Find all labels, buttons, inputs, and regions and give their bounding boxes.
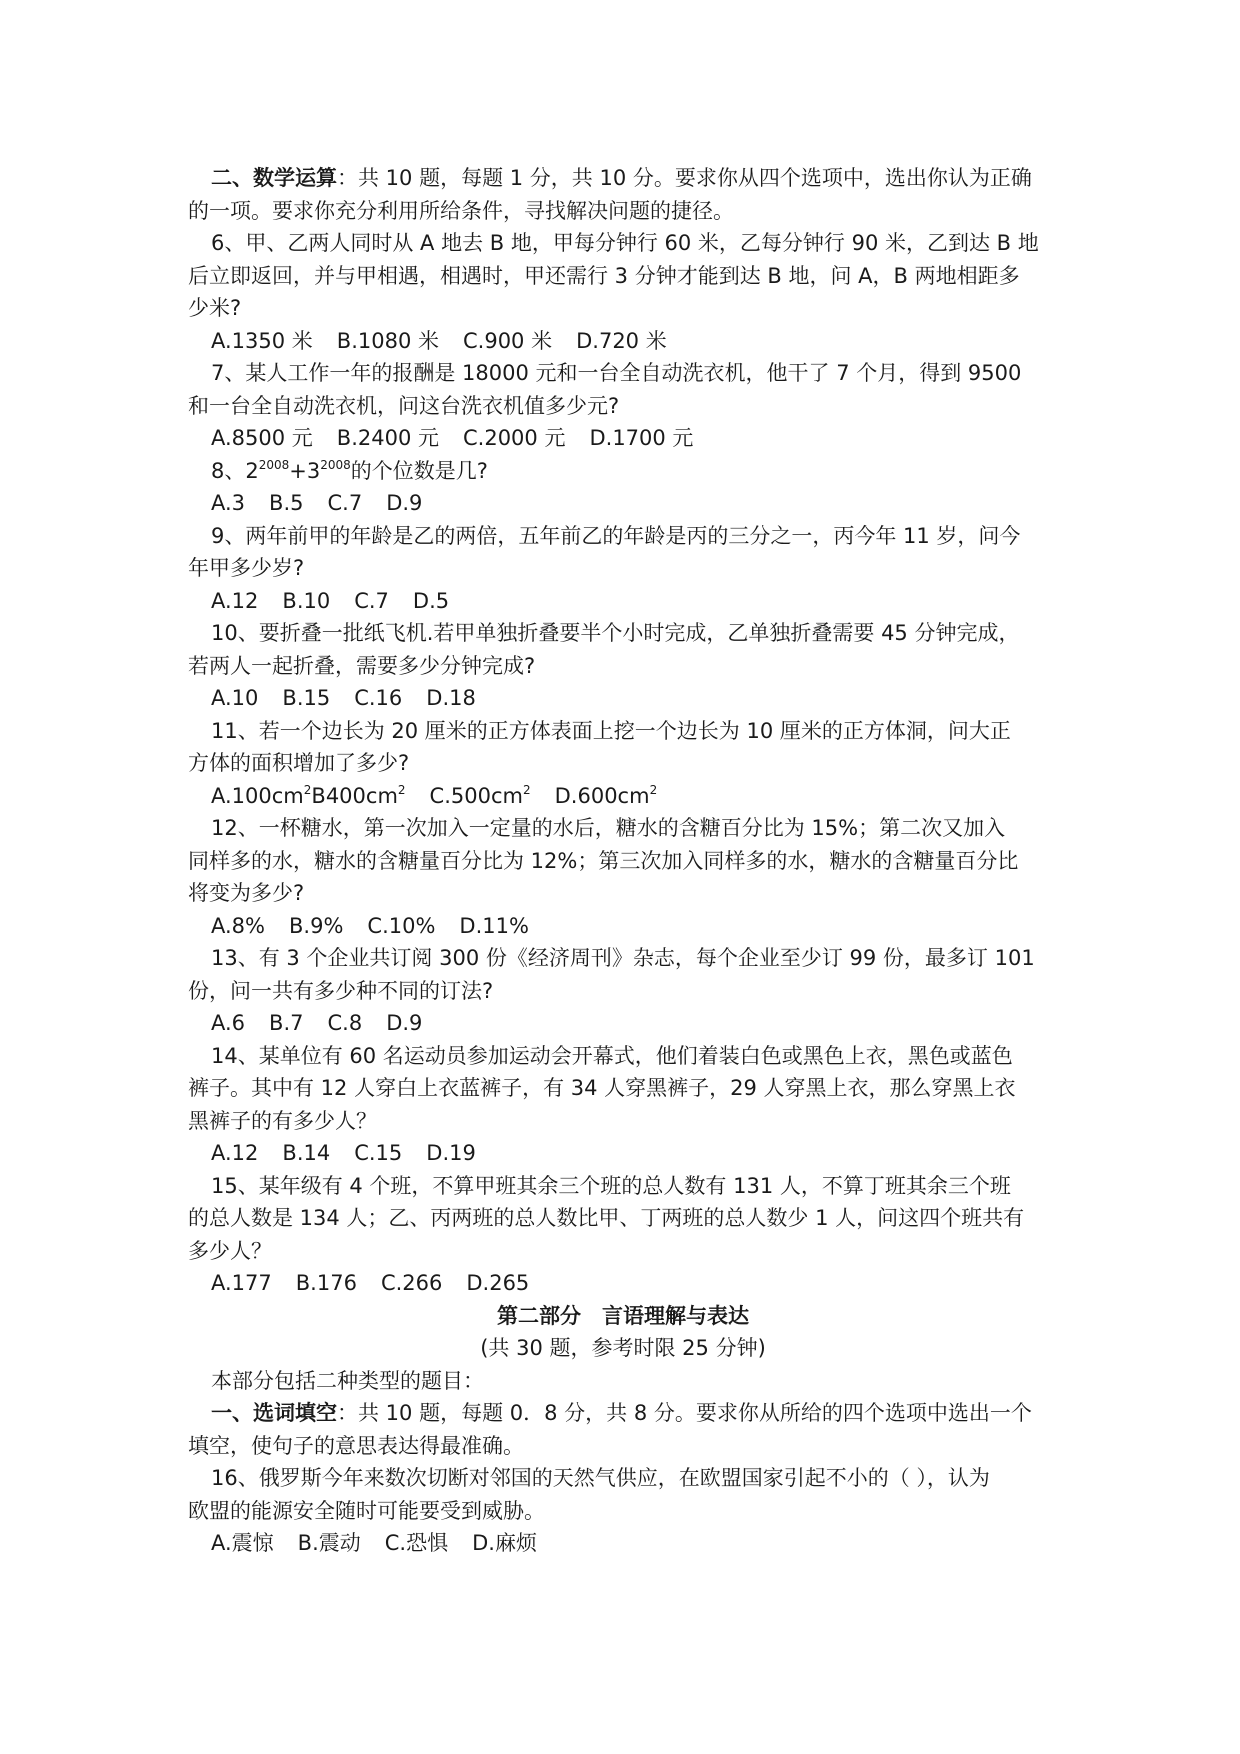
question-10-cont: 若两人一起折叠，需要多少分钟完成? — [188, 653, 536, 678]
question-11: 11、若一个边长为 20 厘米的正方体表面上挖一个边长为 10 厘米的正方体洞，问大正 — [211, 718, 1011, 743]
option-a: A.12 — [211, 588, 259, 613]
option-b: B.14 — [282, 1141, 331, 1165]
option-c: $C.500cm^2$ — [429, 782, 531, 808]
question-9: 9、两年前甲的年龄是乙的两倍，五年前乙的年龄是丙的三分之一，丙今年 11 岁，问今 — [211, 523, 1021, 548]
question-7: 7、某人工作一年的报酬是 18000 元和一台全自动洗衣机，他干了 7 个月，得到 9500 — [211, 361, 1022, 385]
exponent: 2 — [522, 782, 531, 797]
question-12-cont: 同样多的水，糖水的含糖量百分比为 12%；第三次加入同样多的水，糖水的含糖量百分比 — [188, 848, 1019, 873]
option-c: C.7 — [327, 491, 363, 515]
option-c: C.恐惧 — [384, 1531, 449, 1555]
exponent: 2008 — [320, 457, 351, 472]
question-12-cont: 将变为多少? — [188, 881, 305, 905]
question-9-options — [188, 585, 1058, 618]
question-14-options — [188, 1137, 1058, 1170]
question-13-options — [188, 1007, 1058, 1040]
option-d: D.720 米 — [576, 328, 667, 353]
exponent: 2 — [649, 782, 658, 797]
section-heading: 二、数学运算 — [211, 166, 337, 190]
question-11-cont: 方体的面积增加了多少? — [188, 751, 410, 775]
question-7-options — [188, 422, 1058, 455]
question-8: 8、$2^{2008}+3^{2008}$的个位数是几? — [211, 457, 488, 483]
fill-section-intro-cont: 填空，使句子的意思表达得最准确。 — [188, 1433, 524, 1458]
option-b: B.2400 元 — [336, 426, 439, 450]
option-d: D.19 — [426, 1141, 476, 1165]
option-a: $A.100cm^2$ — [211, 782, 312, 808]
question-13-cont: 份，问一共有多少种不同的订法? — [188, 978, 494, 1003]
question-7-cont: 和一台全自动洗衣机，问这台洗衣机值多少元? — [188, 393, 620, 418]
question-14-cont: 裤子。其中有 12 人穿白上衣蓝裤子，有 34 人穿黑裤子，29 人穿黑上衣，那么穿黑上衣 — [188, 1076, 1016, 1100]
option-c: C.900 米 — [463, 328, 553, 353]
math-section-intro: 二、数学运算：共 10 题，每题 1 分，共 10 分。要求你从四个选项中，选出你认为正确 — [211, 166, 1032, 190]
option-c: C.10% — [367, 913, 436, 938]
option-a: A.10 — [211, 686, 259, 710]
exponent: 2 — [303, 782, 312, 797]
question-14-cont: 黑裤子的有多少人？ — [188, 1108, 377, 1133]
option-c: C.8 — [327, 1011, 363, 1035]
question-8-options — [188, 487, 1058, 520]
exponent: 2 — [397, 782, 406, 797]
question-16-options — [188, 1527, 1058, 1560]
question-6-options — [188, 325, 1058, 358]
option-d: D.9 — [386, 491, 423, 515]
question-13: 13、有 3 个企业共订阅 300 份《经济周刊》杂志，每个企业至少订 99 份，最多订 101 — [211, 946, 1035, 970]
option-a: A.震惊 — [211, 1531, 274, 1555]
option-c: C.7 — [354, 588, 389, 613]
option-c: C.2000 元 — [463, 426, 566, 450]
option-d: D.265 — [466, 1271, 530, 1295]
option-a: A.6 — [211, 1011, 246, 1035]
option-b: B.1080 米 — [336, 328, 439, 353]
option-a: A.177 — [211, 1271, 272, 1295]
option-b: B.9% — [289, 913, 344, 938]
option-d: D.1700 元 — [589, 426, 694, 450]
section-heading: 一、选词填空 — [211, 1401, 337, 1425]
option-c: C.15 — [354, 1141, 403, 1165]
question-9-cont: 年甲多少岁? — [188, 556, 305, 580]
option-d: D.9 — [386, 1011, 423, 1035]
option-b: B.5 — [269, 491, 304, 515]
option-c: C.266 — [380, 1271, 443, 1295]
question-16: 16、俄罗斯今年来数次切断对邻国的天然气供应，在欧盟国家引起不小的（ ），认为 — [211, 1466, 990, 1490]
document-page — [188, 162, 1058, 1560]
fill-section-intro: 一、选词填空：共 10 题，每题 0．8 分，共 8 分。要求你从所给的四个选项中选出一个 — [211, 1401, 1032, 1425]
option-b: B.10 — [282, 588, 331, 613]
question-6: 6、甲、乙两人同时从 A 地去 B 地，甲每分钟行 60 米，乙每分钟行 90 米，乙到达 B 地 — [211, 231, 1039, 255]
question-12-options — [188, 910, 1058, 943]
option-a: A.8500 元 — [211, 426, 313, 450]
option-d: D.11% — [459, 913, 529, 938]
question-16-cont: 欧盟的能源安全随时可能要受到威胁。 — [188, 1498, 545, 1523]
part-intro: 本部分包括二种类型的题目： — [211, 1368, 484, 1393]
question-15-cont: 多少人？ — [188, 1238, 272, 1263]
option-b: B.7 — [269, 1011, 304, 1035]
question-6-cont: 后立即返回，并与甲相遇，相遇时，甲还需行 3 分钟才能到达 B 地，问 A，B 两地相距多 — [188, 263, 1020, 288]
option-b: B.震动 — [297, 1531, 361, 1555]
question-10: 10、要折叠一批纸飞机.若甲单独折叠要半个小时完成，乙单独折叠需要 45 分钟完成， — [211, 621, 1020, 645]
question-15-cont: 的总人数是 134 人；乙、丙两班的总人数比甲、丁两班的总人数少 1 人，问这四个班共有 — [188, 1206, 1025, 1230]
part-title: 第二部分 言语理解与表达 — [497, 1303, 749, 1328]
question-14: 14、某单位有 60 名运动员参加运动会开幕式，他们着装白色或黑色上衣，黑色或蓝色 — [211, 1043, 1013, 1068]
question-15: 15、某年级有 4 个班，不算甲班其余三个班的总人数有 131 人，不算丁班其余三个班 — [211, 1173, 1011, 1198]
math-section-intro-cont: 的一项。要求你充分利用所给条件，寻找解决问题的捷径。 — [188, 198, 734, 223]
question-12: 12、一杯糖水，第一次加入一定量的水后，糖水的含糖百分比为 15%；第二次又加入 — [211, 816, 1006, 840]
question-15-options — [188, 1267, 1058, 1300]
option-d: D.18 — [426, 686, 476, 710]
question-11-options — [188, 780, 1058, 813]
option-c: C.16 — [354, 686, 403, 710]
option-b: B.176 — [295, 1271, 357, 1295]
option-d: D.麻烦 — [472, 1531, 537, 1555]
option-a: A.8% — [211, 913, 265, 938]
part-subtitle: (共 30 题，参考时限 25 分钟) — [480, 1336, 766, 1360]
option-d: D.5 — [412, 588, 450, 613]
option-b: $B400cm^2$ — [311, 782, 406, 808]
option-a: A.12 — [211, 1141, 259, 1165]
option-a: A.1350 米 — [211, 328, 313, 353]
option-b: B.15 — [282, 686, 331, 710]
question-10-options — [188, 682, 1058, 715]
exponent: 2008 — [258, 457, 290, 472]
option-a: A.3 — [211, 491, 246, 515]
option-d: $D.600cm^2$ — [554, 782, 658, 808]
question-6-cont: 少米? — [188, 296, 242, 320]
